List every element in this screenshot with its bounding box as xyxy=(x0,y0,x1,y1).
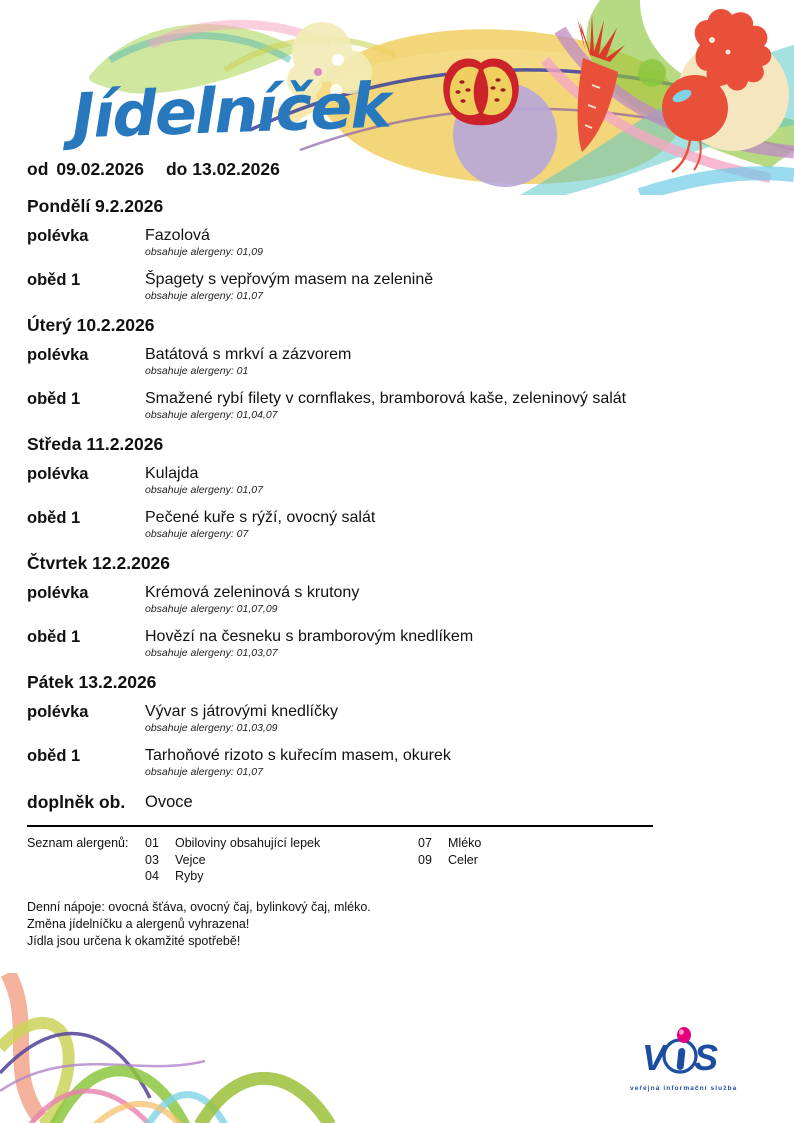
meal-row xyxy=(27,746,772,778)
meal-label: oběd 1 xyxy=(27,509,81,527)
supplement-label: doplněk ob. xyxy=(27,792,126,812)
footer-notes xyxy=(27,899,772,950)
meal-row xyxy=(27,226,772,258)
meal-label: polévka xyxy=(27,227,89,245)
note-line: Změna jídelníčku a alergenů vyhrazena! xyxy=(27,916,250,931)
allergen-code: 09 xyxy=(418,852,432,867)
page-title: Jídelníček xyxy=(70,68,391,153)
dish-name: Vývar s játrovými knedlíčky xyxy=(145,703,338,720)
dish-name: Smažené rybí filety v cornflakes, bramborová kaše, zeleninový salát xyxy=(145,390,627,407)
allergen-column-2 xyxy=(418,835,481,885)
tomato-icon xyxy=(443,59,518,126)
day-header: Úterý 10.2.2026 xyxy=(27,315,155,335)
dish-name: Špagety s vepřovým masem na zelenině xyxy=(145,271,434,288)
allergen-code: 03 xyxy=(145,852,159,867)
meal-row xyxy=(27,627,772,659)
allergen-item xyxy=(145,868,418,885)
meal-label: polévka xyxy=(27,346,89,364)
meal-label: oběd 1 xyxy=(27,390,81,408)
allergen-note: obsahuje alergeny: 01,03,09 xyxy=(145,722,278,734)
allergen-column-1 xyxy=(145,835,418,885)
day-header: Pondělí 9.2.2026 xyxy=(27,196,164,216)
meal-row xyxy=(27,464,772,496)
day-section-friday xyxy=(27,672,772,778)
divider xyxy=(27,825,653,827)
dish-name: Pečené kuře s rýží, ovocný salát xyxy=(145,509,376,526)
day-header: Čtvrtek 12.2.2026 xyxy=(27,553,171,573)
allergen-note: obsahuje alergeny: 01,07 xyxy=(145,766,263,778)
allergen-note: obsahuje alergeny: 01,07 xyxy=(145,290,263,302)
meal-label: polévka xyxy=(27,584,89,602)
allergen-name: Vejce xyxy=(175,852,206,867)
allergen-note: obsahuje alergeny: 01,07,09 xyxy=(145,603,278,615)
allergen-note: obsahuje alergeny: 01,07 xyxy=(145,484,263,496)
vis-letter-v: V xyxy=(642,1037,667,1078)
allergen-code: 07 xyxy=(418,836,432,850)
allergen-code: 01 xyxy=(145,836,159,850)
vis-logo-mark xyxy=(630,1026,730,1078)
allergen-name: Ryby xyxy=(175,869,204,883)
allergen-name: Celer xyxy=(448,852,478,867)
allergen-note: obsahuje alergeny: 01 xyxy=(145,365,249,377)
meal-label: polévka xyxy=(27,465,89,483)
allergen-item xyxy=(418,852,481,869)
meal-row xyxy=(27,702,772,734)
day-section-monday xyxy=(27,196,772,302)
allergen-list xyxy=(27,835,772,885)
vis-subtitle: veřejná informační služba xyxy=(630,1085,738,1092)
allergen-note: obsahuje alergeny: 01,03,07 xyxy=(145,647,278,659)
allergen-item xyxy=(145,852,418,869)
day-header: Středa 11.2.2026 xyxy=(27,434,164,454)
allergen-list-label: Seznam alergenů: xyxy=(27,836,129,850)
allergen-item xyxy=(145,835,418,852)
date-from-value: 09.02.2026 xyxy=(56,159,144,179)
allergen-note: obsahuje alergeny: 01,09 xyxy=(145,246,263,258)
meal-label: polévka xyxy=(27,703,89,721)
day-section-tuesday xyxy=(27,315,772,421)
supplement-row xyxy=(27,791,772,813)
dish-name: Fazolová xyxy=(145,227,210,244)
allergen-name: Mléko xyxy=(448,836,482,850)
meal-row xyxy=(27,389,772,421)
dish-name: Krémová zeleninová s krutony xyxy=(145,584,360,601)
day-section-thursday xyxy=(27,553,772,659)
day-header: Pátek 13.2.2026 xyxy=(27,672,157,692)
date-to-value: 13.02.2026 xyxy=(192,159,280,179)
date-range xyxy=(27,159,280,180)
date-to-label: do xyxy=(165,159,188,179)
date-from-label: od xyxy=(27,159,49,179)
dish-name: Kulajda xyxy=(145,465,199,482)
dish-name: Tarhoňové rizoto s kuřecím masem, okurek xyxy=(145,747,451,764)
allergen-item xyxy=(418,835,481,852)
dish-name: Batátová s mrkví a zázvorem xyxy=(145,346,352,363)
meal-row xyxy=(27,508,772,540)
allergen-note: obsahuje alergeny: 01,04,07 xyxy=(145,409,278,421)
note-line: Jídla jsou určena k okamžité spotřebě! xyxy=(27,933,241,948)
meal-label: oběd 1 xyxy=(27,628,81,646)
meal-label: oběd 1 xyxy=(27,747,81,765)
note-line: Denní nápoje: ovocná šťáva, ovocný čaj, bylinkový čaj, mléko. xyxy=(27,899,371,914)
allergen-code: 04 xyxy=(145,869,159,883)
day-section-wednesday xyxy=(27,434,772,540)
dish-name: Hovězí na česneku s bramborovým knedlíkem xyxy=(145,628,474,645)
vis-logo xyxy=(630,1026,738,1092)
vis-letter-s: S xyxy=(694,1037,719,1078)
allergen-note: obsahuje alergeny: 07 xyxy=(145,528,249,540)
allergen-name: Obiloviny obsahující lepek xyxy=(175,836,321,850)
meal-row xyxy=(27,345,772,377)
meal-label: oběd 1 xyxy=(27,271,81,289)
footer-artwork xyxy=(0,973,345,1123)
supplement-value: Ovoce xyxy=(145,793,193,811)
menu-body xyxy=(27,196,772,950)
meal-row xyxy=(27,270,772,302)
meal-row xyxy=(27,583,772,615)
